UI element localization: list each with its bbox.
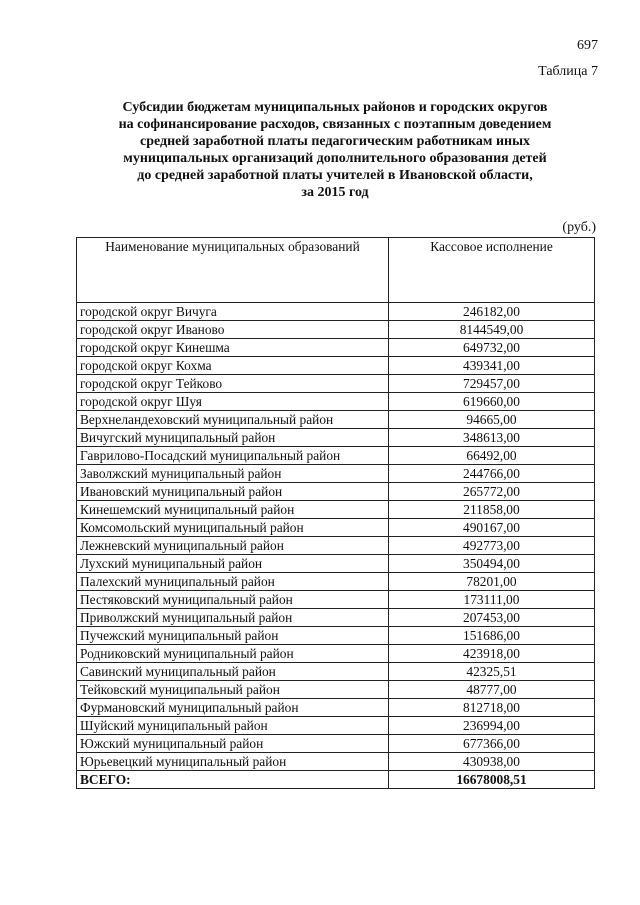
cash-execution-value: 66492,00 [389,447,595,465]
table-row [77,465,595,483]
municipality-name: Ивановский муниципальный район [77,483,389,501]
cash-execution-value: 439341,00 [389,357,595,375]
units-label: (руб.) [562,220,596,235]
table-row [77,537,595,555]
table-row [77,699,595,717]
municipality-name: городской округ Кинешма [77,339,389,357]
cash-execution-value: 94665,00 [389,411,595,429]
cash-execution-value: 430938,00 [389,753,595,771]
table-row [77,519,595,537]
cash-execution-value: 490167,00 [389,519,595,537]
municipality-name: городской округ Иваново [77,321,389,339]
table-header-row [77,238,595,303]
table-row [77,375,595,393]
table-body [77,303,595,789]
municipality-name: Савинский муниципальный район [77,663,389,681]
title-line: муниципальных организаций дополнительного образования детей [123,151,547,166]
cash-execution-value: 729457,00 [389,375,595,393]
cash-execution-value: 677366,00 [389,735,595,753]
cash-execution-value: 8144549,00 [389,321,595,339]
subsidies-table [76,237,595,789]
cash-execution-value: 649732,00 [389,339,595,357]
municipality-name: Тейковский муниципальный район [77,681,389,699]
table-row [77,663,595,681]
page-number: 697 [577,38,598,53]
cash-execution-value: 211858,00 [389,501,595,519]
table-row [77,501,595,519]
municipality-name: Шуйский муниципальный район [77,717,389,735]
table-row [77,681,595,699]
municipality-name: Пестяковский муниципальный район [77,591,389,609]
title-line: до средней заработной платы учителей в Ивановской области, [137,168,533,183]
table-row [77,555,595,573]
cash-execution-value: 151686,00 [389,627,595,645]
municipality-name: Заволжский муниципальный район [77,465,389,483]
column-header-value: Кассовое исполнение [389,238,595,303]
table-row [77,735,595,753]
cash-execution-value: 350494,00 [389,555,595,573]
municipality-name: Гаврилово-Посадский муниципальный район [77,447,389,465]
cash-execution-value: 265772,00 [389,483,595,501]
cash-execution-value: 207453,00 [389,609,595,627]
municipality-name: Вичугский муниципальный район [77,429,389,447]
table-row [77,393,595,411]
municipality-name: Комсомольский муниципальный район [77,519,389,537]
title-line: на софинансирование расходов, связанных с поэтапным доведением [118,117,552,132]
municipality-name: Верхнеландеховский муниципальный район [77,411,389,429]
cash-execution-value: 619660,00 [389,393,595,411]
cash-execution-value: 78201,00 [389,573,595,591]
cash-execution-value: 244766,00 [389,465,595,483]
table-row [77,483,595,501]
cash-execution-value: 173111,00 [389,591,595,609]
table-row [77,357,595,375]
table-row [77,645,595,663]
municipality-name: Палехский муниципальный район [77,573,389,591]
municipality-name: городской округ Кохма [77,357,389,375]
cash-execution-value: 48777,00 [389,681,595,699]
cash-execution-value: 812718,00 [389,699,595,717]
table-row [77,627,595,645]
table-row [77,303,595,321]
municipality-name: городской округ Тейково [77,375,389,393]
municipality-name: городской округ Вичуга [77,303,389,321]
total-label: ВСЕГО: [77,771,389,789]
cash-execution-value: 348613,00 [389,429,595,447]
title-line: Субсидии бюджетам муниципальных районов и городских округов [122,100,548,115]
table-row [77,339,595,357]
municipality-name: Южский муниципальный район [77,735,389,753]
municipality-name: Юрьевецкий муниципальный район [77,753,389,771]
cash-execution-value: 236994,00 [389,717,595,735]
municipality-name: Родниковский муниципальный район [77,645,389,663]
municipality-name: городской округ Шуя [77,393,389,411]
table-row [77,429,595,447]
total-value: 16678008,51 [389,771,595,789]
cash-execution-value: 246182,00 [389,303,595,321]
cash-execution-value: 423918,00 [389,645,595,663]
municipality-name: Кинешемский муниципальный район [77,501,389,519]
table-row [77,321,595,339]
table-row [77,591,595,609]
title-line: средней заработной платы педагогическим работникам иных [139,134,531,149]
municipality-name: Лежневский муниципальный район [77,537,389,555]
table-row [77,447,595,465]
cash-execution-value: 492773,00 [389,537,595,555]
title-line: за 2015 год [301,185,369,200]
document-title [70,99,600,201]
municipality-name: Лухский муниципальный район [77,555,389,573]
table-row [77,753,595,771]
table-row [77,573,595,591]
column-header-name: Наименование муниципальных образований [77,238,389,303]
table-row [77,411,595,429]
table-row [77,717,595,735]
municipality-name: Пучежский муниципальный район [77,627,389,645]
municipality-name: Фурмановский муниципальный район [77,699,389,717]
total-row [77,771,595,789]
table-label: Таблица 7 [538,64,598,79]
cash-execution-value: 42325,51 [389,663,595,681]
municipality-name: Приволжский муниципальный район [77,609,389,627]
table-row [77,609,595,627]
